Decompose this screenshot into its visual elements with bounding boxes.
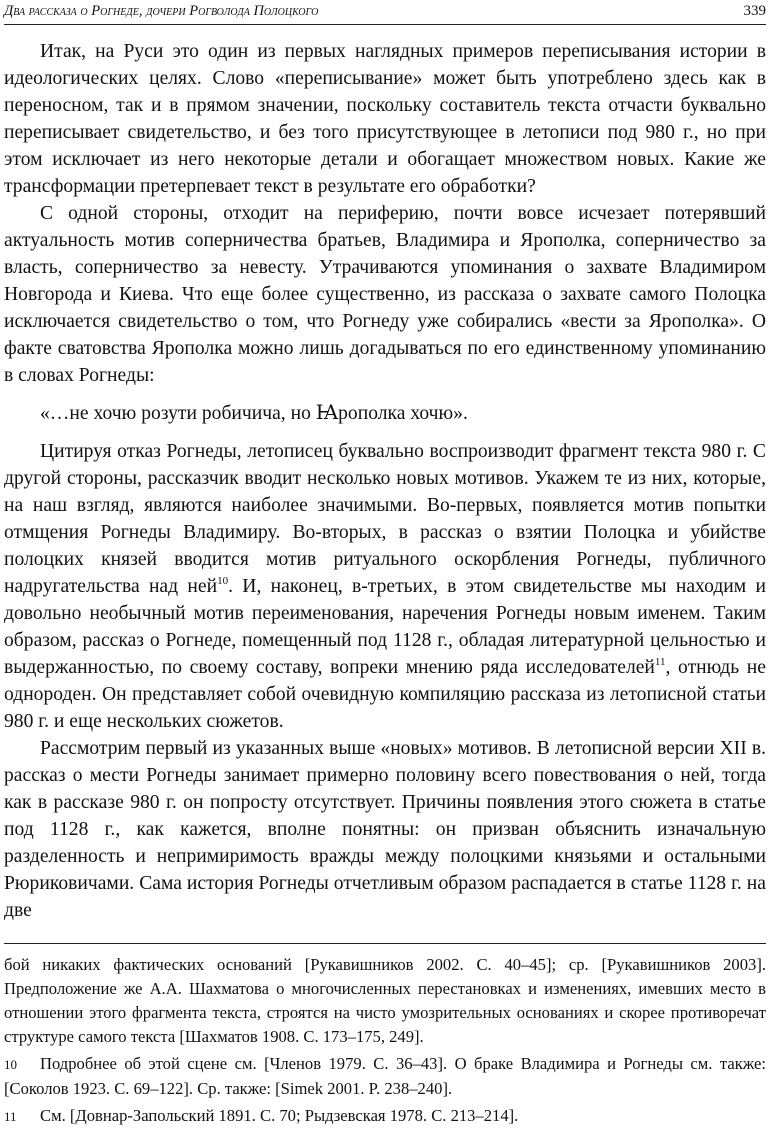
block-quote: «…не хочю розути робичича, но Ꙗрополка хочю». bbox=[40, 403, 468, 424]
footnote-divider bbox=[4, 943, 766, 944]
running-title: Два рассказа о Рогнеде, дочери Рогволода Полоцкого bbox=[4, 3, 319, 19]
footnote-text: Подробнее об этой сцене см. [Членов 1979. С. 36–43]. О браке Владимира и Рогнеды см. также: [Соколов 1923. С. 69–122]. Ср. также: [Simek 2001. P. 238–240]. bbox=[4, 1054, 766, 1098]
paragraph-3 bbox=[4, 438, 766, 735]
paragraph-4: Рассмотрим первый из указанных выше «новых» мотивов. В летописной версии XII в. рассказ о мести Рогнеды занимает примерно половину всего повествования о ней, тогда как в рассказе 980 г. он попросту отсутствует. Причины появления этого сюжета в статье под 1128 г., как кажется, вполне понятны: он призван объяснить изначальную разделенность и непримиримость вражды между полоцкими князьями и остальными Рюриковичами. Сама история Рогнеды отчетливым образом распадается в статье 1128 г. на две bbox=[4, 738, 766, 921]
paragraph-2: С одной стороны, отходит на периферию, почти вовсе исчезает потерявший актуальность мотив соперничества братьев, Владимира и Ярополка, соперничество за власть, соперничество за невесту. Утрачиваются упоминания о захвате Владимиром Новгорода и Киева. Что еще более существенно, из рассказа о захвате самого Полоцка исключается свидетельство о том, что Рогнеду уже собирались «вести за Ярополка». О факте сватовства Ярополка можно лишь догадываться по его единственному упоминанию в словах Рогнеды: bbox=[4, 203, 766, 386]
paragraph-3-part-1: Цитируя отказ Рогнеды, летописец буквально воспроизводит фрагмент текста 980 г. С другой стороны, рассказчик вводит несколько новых мотивов. Укажем те из них, которые, на наш взгляд, являются наиболее значимыми. Во-первых, появляется мотив попытки отмщения Рогнеды Владимиру. Во-вторых, в рассказ о взятии Полоцка и убийстве полоцких князей вводится мотив ритуального оскорбления Рогнеды, публичного надругательства над ней bbox=[4, 441, 766, 597]
footnote-11 bbox=[4, 1104, 766, 1129]
footnote-number: 10 bbox=[4, 1057, 17, 1072]
paragraph-3-part-2: . И, наконец, в-третьих, в этом свидетельстве мы находим и довольно необычный мотив переименования, наречения Рогнеды новым именем. Таким образом, рассказ о Рогнеде, помещенный под 1128 г., обладая литературной цельностью и выдержанностью, по своему составу, вопреки мнению ряда исследователей bbox=[4, 576, 766, 678]
footnote-10 bbox=[4, 1052, 766, 1101]
footnote-text: См. [Довнар-Запольский 1891. С. 70; Рыдзевская 1978. С. 213–214]. bbox=[40, 1106, 519, 1125]
running-header bbox=[4, 3, 766, 23]
header-divider bbox=[4, 24, 766, 25]
footnote-number: 11 bbox=[4, 1109, 17, 1124]
footnote-continued: бой никаких фактических оснований [Рукавишников 2002. С. 40–45]; ср. [Рукавишников 2003]. Предположение же А.А. Шахматова о многочисленных перестановках и изменениях, имевших место в отношении этого фрагмента текста, строятся на чисто умозрительных основаниях и скорее противоречат структуре самого текста [Шахматов 1908. С. 173–175, 249]. bbox=[4, 955, 766, 1046]
footnotes bbox=[4, 953, 766, 1129]
main-text bbox=[4, 38, 766, 924]
paragraph-1: Итак, на Руси это один из первых наглядных примеров переписывания истории в идеологических целях. Слово «переписывание» может быть употреблено здесь как в переносном, так и в прямом значении, поскольку составитель текста отчасти буквально переписывает свидетельство, и без того присутствующее в летописи под 980 г., но при этом исключает из него некоторые детали и обогащает множеством новых. Какие же трансформации претерпевает текст в результате его обработки? bbox=[4, 41, 766, 197]
page-number: 339 bbox=[743, 3, 766, 19]
footnote-ref-11[interactable]: 11 bbox=[654, 656, 666, 668]
paragraph-3-part-3: , отнюдь не однороден. Он представляет собой очевидную компиляцию рассказа из летописной статьи 980 г. и еще нескольких сюжетов. bbox=[4, 657, 766, 732]
footnote-ref-10[interactable]: 10 bbox=[217, 575, 229, 587]
